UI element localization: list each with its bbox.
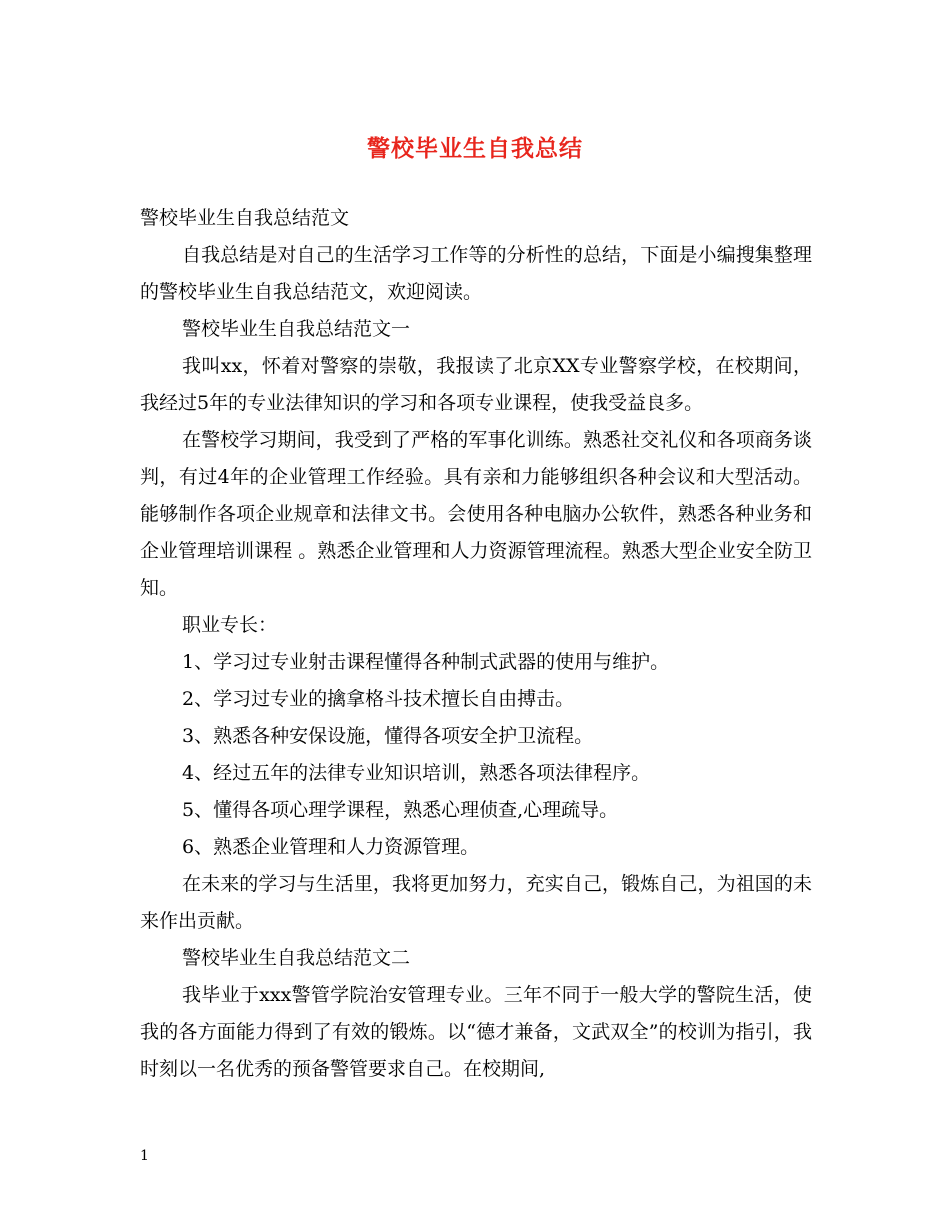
list-item: 4、经过五年的法律专业知识培训，熟悉各项法律程序。 [182,762,651,784]
paragraph-intro: 自我总结是对自己的生活学习工作等的分析性的总结，下面是小编搜集整理的警校毕业生自我总结范文，欢迎阅读。 [140,244,812,303]
list-item: 3、熟悉各种安保设施，懂得各项安全护卫流程。 [182,725,594,747]
list-item: 5、懂得各项心理学课程，熟悉心理侦查,心理疏导。 [182,799,619,821]
list-item: 6、熟悉企业管理和人力资源管理。 [182,836,480,858]
paragraph: 我叫xx，怀着对警察的崇敬，我报读了北京XX专业警察学校，在校期间，我经过5年的专业法律知识的学习和各项专业课程，使我受益良多。 [140,355,812,414]
list-heading: 职业专长： [182,614,278,636]
list-item: 2、学习过专业的擒拿格斗技术擅长自由搏击。 [182,688,575,710]
document-title: 警校毕业生自我总结 [367,135,583,162]
document-body [140,200,812,1088]
section-heading-one: 警校毕业生自我总结范文一 [182,318,411,340]
list-item: 1、学习过专业射击课程懂得各种制式武器的使用与维护。 [182,651,670,673]
section-heading-two: 警校毕业生自我总结范文二 [182,947,411,969]
paragraph: 我毕业于xxx警管学院治安管理专业。三年不同于一般大学的警院生活，使我的各方面能力得到了有效的锻炼。以“德才兼备，文武双全”的校训为指引，我时刻以一名优秀的预备警管要求自己。在校期间, [140,984,812,1080]
page-number: 1 [140,1148,149,1164]
paragraph-subtitle: 警校毕业生自我总结范文 [140,207,350,229]
paragraph: 在未来的学习与生活里，我将更加努力，充实自己，锻炼自己，为祖国的未来作出贡献。 [140,873,812,932]
paragraph: 在警校学习期间，我受到了严格的军事化训练。熟悉社交礼仪和各项商务谈判，有过4年的企业管理工作经验。具有亲和力能够组织各种会议和大型活动。能够制作各项企业规章和法律文书。会使用各种电脑办公软件，熟悉各种业务和企业管理培训课程 。熟悉企业管理和人力资源管理流程。熟悉大型企业安全防卫知。 [140,429,812,599]
